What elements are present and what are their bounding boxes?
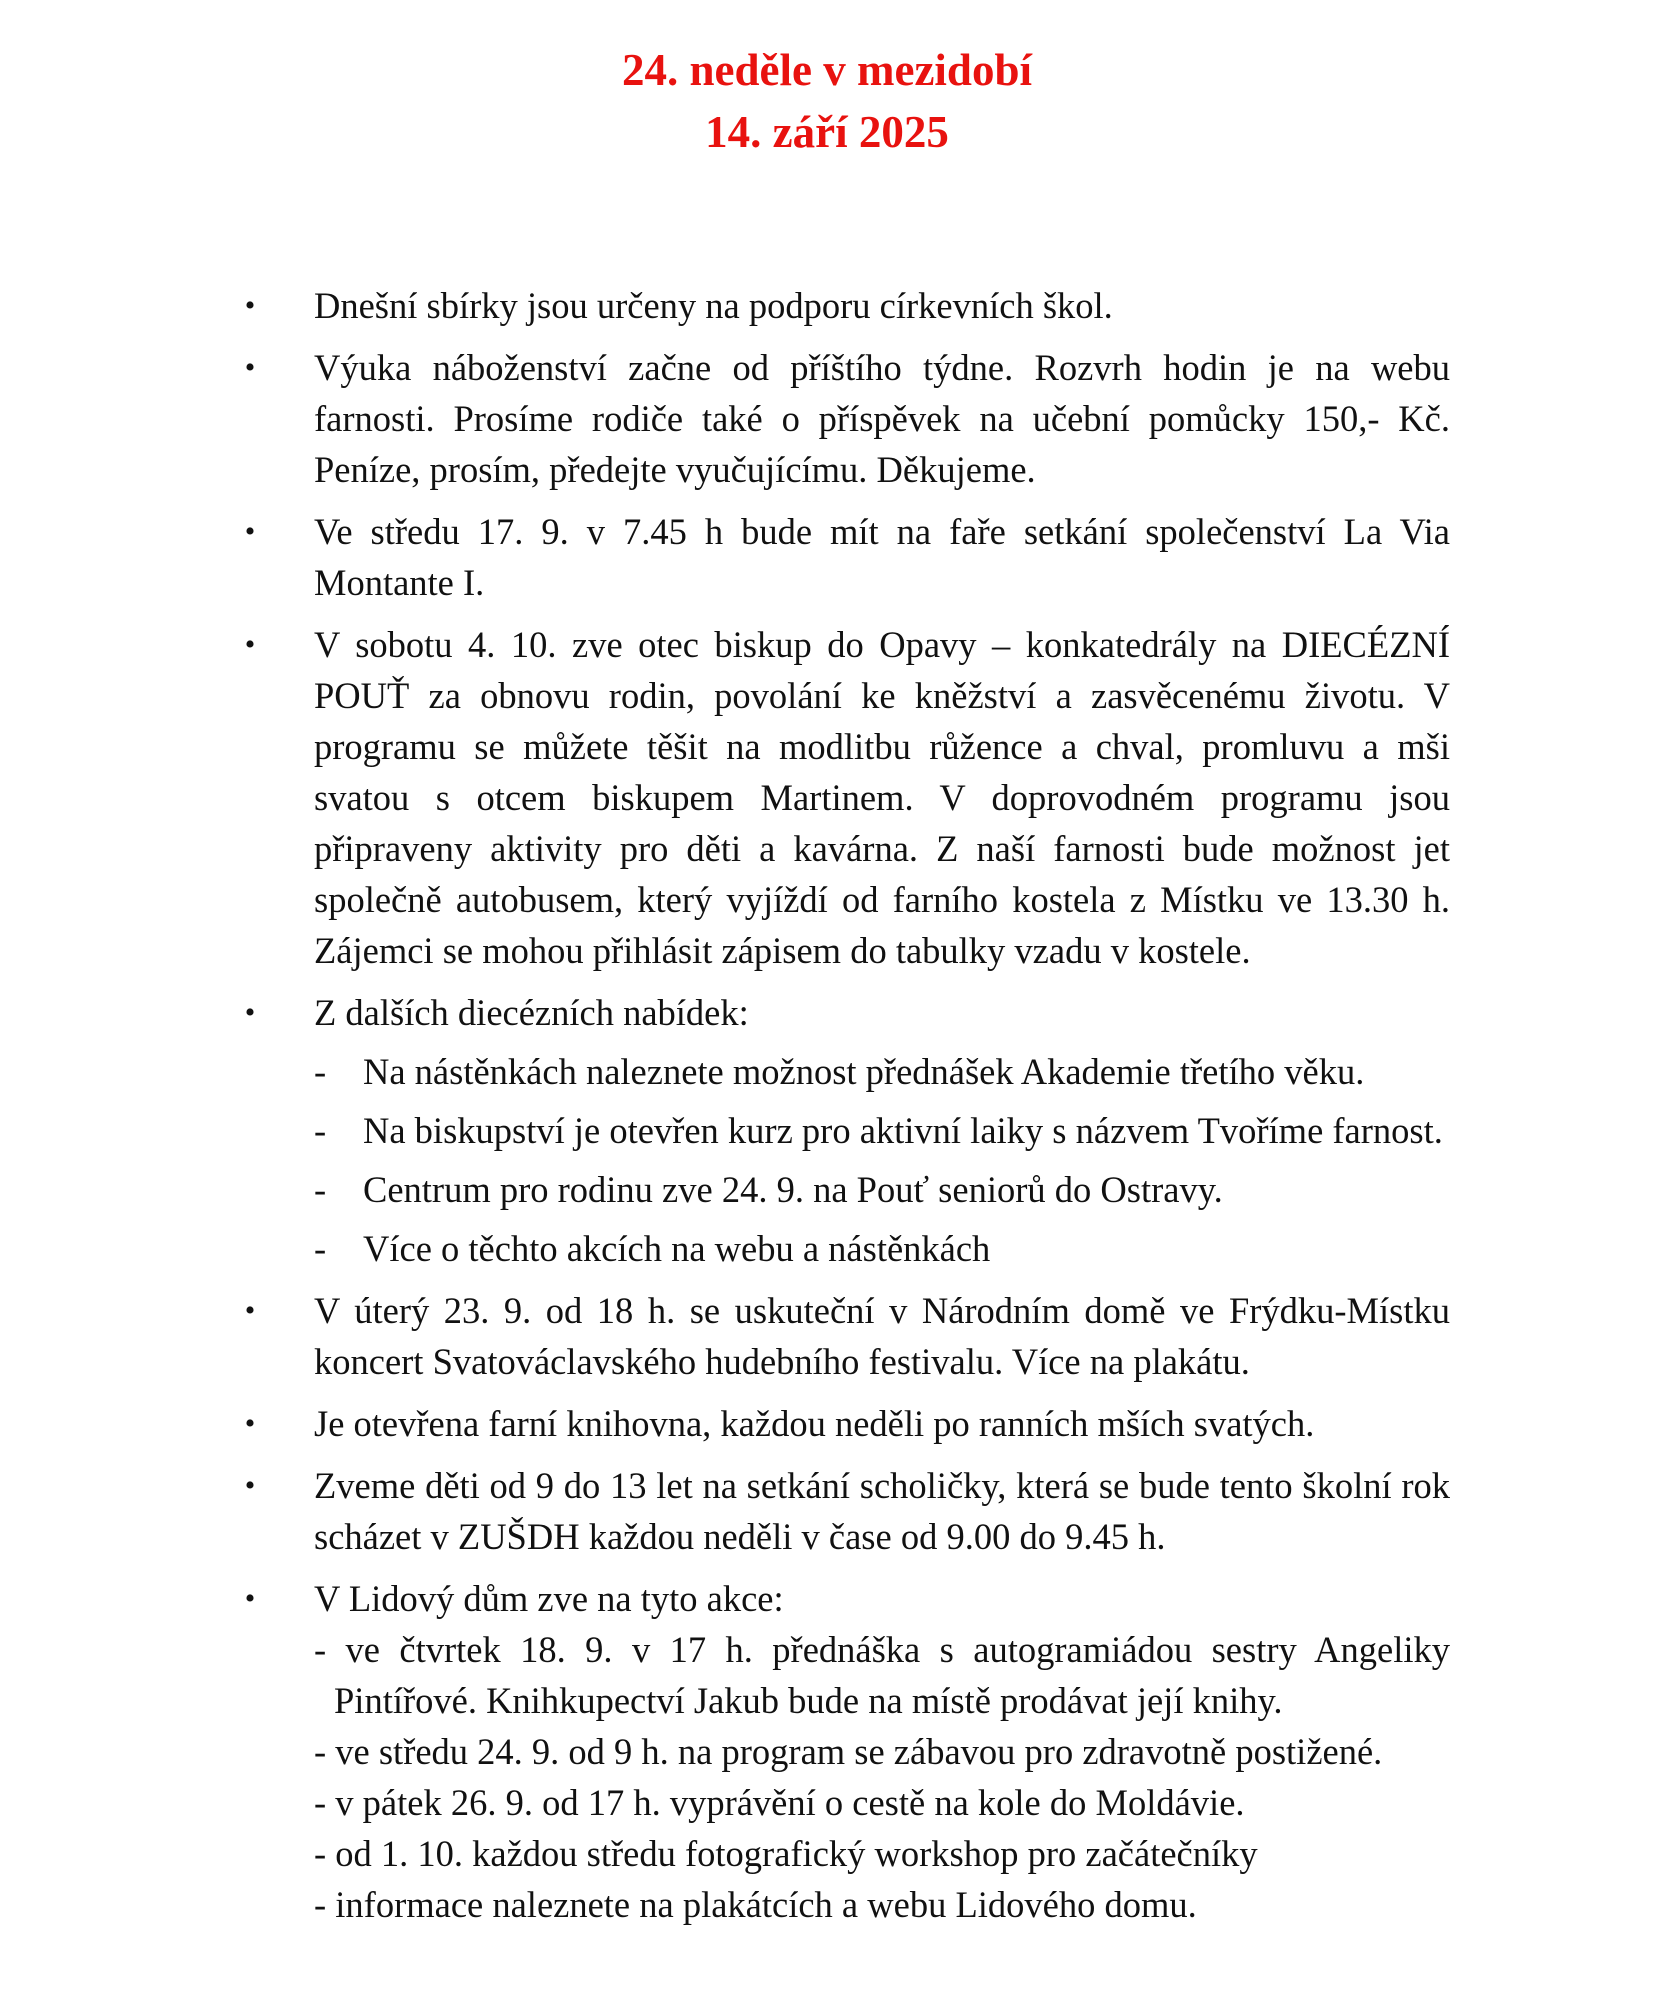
list-item-text: Více o těchto akcích na webu a nástěnkách [363, 1228, 991, 1269]
announcement-item [230, 280, 1450, 331]
list-item: - v pátek 26. 9. od 17 h. vyprávění o cestě na kole do Moldávie. [314, 1782, 1245, 1823]
bullet-icon: • [244, 1469, 256, 1502]
list-item-text: Na biskupství je otevřen kurz pro aktivní laiky s názvem Tvoříme farnost. [363, 1110, 1443, 1151]
bullet-icon: • [244, 515, 256, 548]
lidovy-dum-events-list [314, 1624, 1450, 1930]
announcement-text: Výuka náboženství začne od příštího týdne. Rozvrh hodin je na webu farnosti. Prosíme rodiče také o příspěvek na učební pomůcky 150,- Kč. Peníze, prosím, předejte vyučujícímu. Děkujeme. [314, 347, 1450, 490]
announcement-text: Zveme děti od 9 do 13 let na setkání scholičky, která se bude tento školní rok scházet v ZUŠDH každou neděli v čase od 9.00 do 9.45 h. [314, 1465, 1450, 1557]
list-item-text: Centrum pro rodinu zve 24. 9. na Pouť seniorů do Ostravy. [363, 1169, 1223, 1210]
page-date: 14. září 2025 [705, 107, 949, 157]
list-item [314, 1223, 1450, 1274]
announcement-item [230, 342, 1450, 495]
bullet-icon: • [244, 289, 256, 322]
announcement-item [230, 1573, 1450, 1930]
announcement-item [230, 1285, 1450, 1387]
bullet-icon: • [244, 351, 256, 384]
page-title: 24. neděle v mezidobí [622, 45, 1032, 95]
announcement-item [230, 506, 1450, 608]
list-item [314, 1105, 1450, 1156]
list-item: - informace naleznete na plakátcích a webu Lidového domu. [314, 1884, 1197, 1925]
announcement-text: Ve středu 17. 9. v 7.45 h bude mít na faře setkání společenství La Via Montante I. [314, 511, 1450, 603]
announcement-item [230, 619, 1450, 976]
announcements-list [230, 280, 1450, 1941]
bullet-icon: • [244, 1582, 256, 1615]
dash-icon: - [314, 1228, 327, 1269]
list-item [314, 1164, 1450, 1215]
diocesan-offers-list [314, 1046, 1450, 1274]
announcement-text: V sobotu 4. 10. zve otec biskup do Opavy – konkatedrály na DIECÉZNÍ POUŤ za obnovu rodin, povolání ke kněžství a zasvěcenému životu. V programu se můžete těšit na modlitbu růžence a chval, promluvu a mši svatou s otcem biskupem Martinem. V doprovodném programu jsou připraveny aktivity pro děti a kavárna. Z naší farnosti bude možnost jet společně autobusem, který vyjíždí od farního kostela z Místku ve 13.30 h. Zájemci se mohou přihlásit zápisem do tabulky vzadu v kostele. [314, 624, 1450, 971]
announcement-item [230, 1398, 1450, 1449]
announcement-item [230, 987, 1450, 1274]
announcement-text: V úterý 23. 9. od 18 h. se uskuteční v Národním domě ve Frýdku-Místku koncert Svatováclavského hudebního festivalu. Více na plakátu. [314, 1290, 1450, 1382]
dash-icon: - [314, 1051, 327, 1092]
list-item [314, 1046, 1450, 1097]
bullet-icon: • [244, 628, 256, 661]
list-item: - ve středu 24. 9. od 9 h. na program se zábavou pro zdravotně postižené. [314, 1731, 1383, 1772]
bullet-icon: • [244, 1407, 256, 1440]
dash-icon: - [314, 1110, 327, 1151]
announcement-text: Je otevřena farní knihovna, každou neděli po ranních mších svatých. [314, 1403, 1315, 1444]
list-item-text: Na nástěnkách naleznete možnost přednášek Akademie třetího věku. [363, 1051, 1365, 1092]
dash-icon: - [314, 1169, 327, 1210]
announcement-text: Dnešní sbírky jsou určeny na podporu církevních škol. [314, 285, 1113, 326]
list-item: - ve čtvrtek 18. 9. v 17 h. přednáška s autogramiádou sestry Angeliky Pintířové. Knihkupectví Jakub bude na místě prodávat její knihy. [314, 1629, 1450, 1721]
list-item: - od 1. 10. každou středu fotografický workshop pro začátečníky [314, 1833, 1258, 1874]
announcement-item [230, 1460, 1450, 1562]
bullet-icon: • [244, 1294, 256, 1327]
announcement-text: Z dalších diecézních nabídek: [314, 992, 749, 1033]
bullet-icon: • [244, 996, 256, 1029]
announcement-text: V Lidový dům zve na tyto akce: [314, 1578, 784, 1619]
